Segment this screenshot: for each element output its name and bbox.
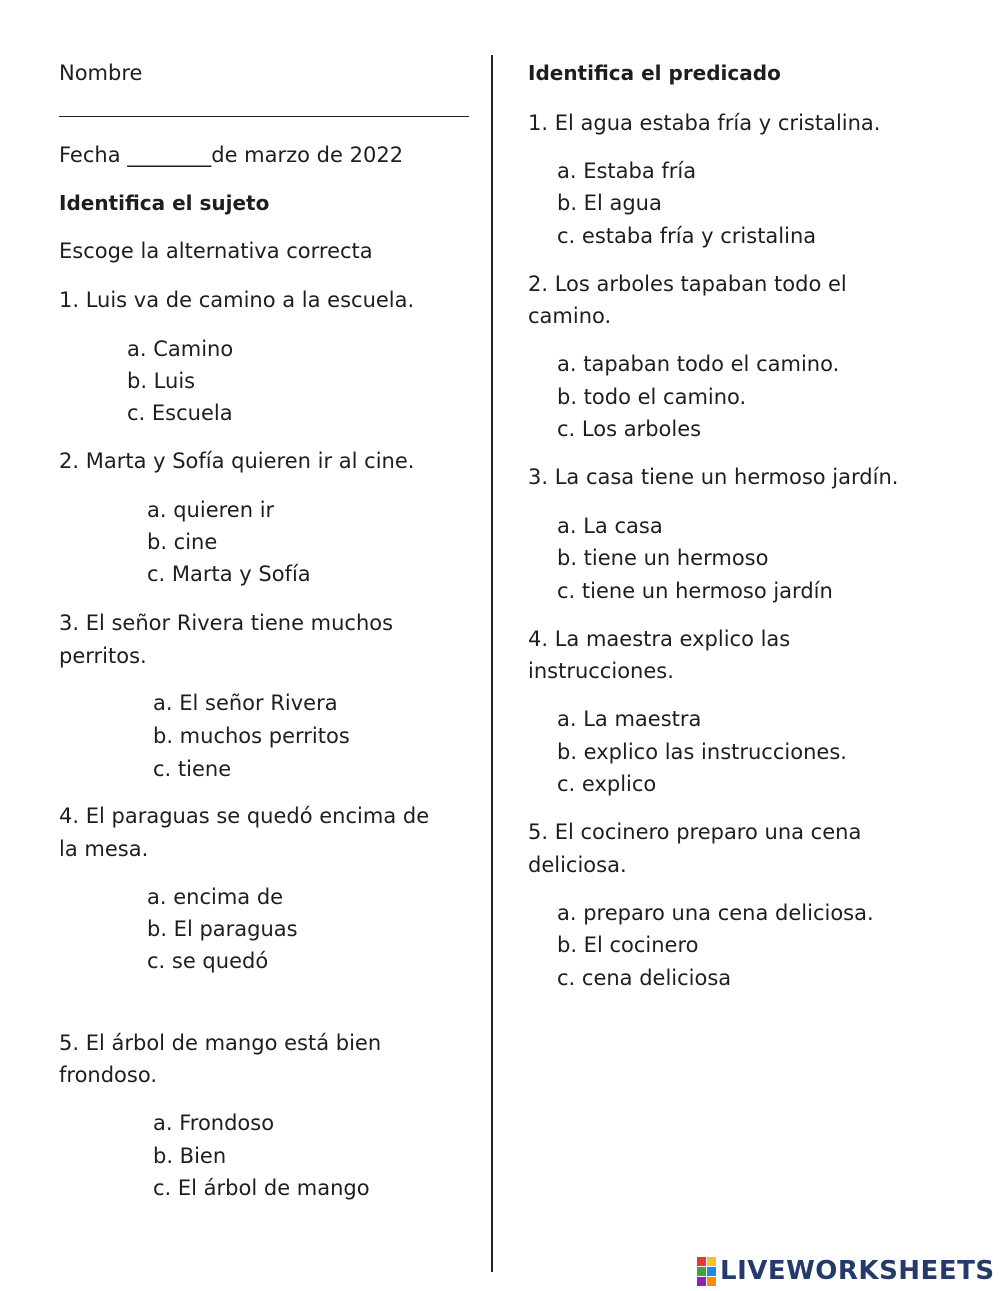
right-q4-option-b[interactable]: b. explico las instrucciones. [557,740,847,764]
left-q2-text: 2. Marta y Sofía quieren ir al cine. [59,449,415,473]
right-q5-text-line1: 5. El cocinero preparo una cena [528,820,862,844]
left-q5-text-line1: 5. El árbol de mango está bien [59,1031,382,1055]
logo-block [707,1277,716,1286]
instruction-text: Escoge la alternativa correcta [59,239,373,263]
predicate-heading: Identifica el predicado [528,61,781,85]
right-q5-option-b[interactable]: b. El cocinero [557,933,699,957]
date-suffix: de marzo de 2022 [211,143,404,167]
right-q4-option-a[interactable]: a. La maestra [557,707,702,731]
right-q4-option-c[interactable]: c. explico [557,772,657,796]
left-q4-option-a[interactable]: a. encima de [147,885,284,909]
logo-blocks-icon [697,1257,716,1286]
left-q3-option-b[interactable]: b. muchos perritos [153,724,350,748]
left-q1-option-c[interactable]: c. Escuela [127,401,233,425]
logo-text: LIVEWORKSHEETS [720,1256,995,1286]
right-q3-option-b[interactable]: b. tiene un hermoso [557,546,769,570]
right-q1-text: 1. El agua estaba fría y cristalina. [528,111,881,135]
left-q2-option-a[interactable]: a. quieren ir [147,498,275,522]
right-q2-text-line1: 2. Los arboles tapaban todo el [528,272,847,296]
logo-block [697,1277,706,1286]
right-q5-text-line2: deliciosa. [528,853,627,877]
logo-block [707,1257,716,1266]
left-q5-option-b[interactable]: b. Bien [153,1144,227,1168]
right-q3-text: 3. La casa tiene un hermoso jardín. [528,465,899,489]
logo-block [707,1267,716,1276]
left-q4-option-b[interactable]: b. El paraguas [147,917,298,941]
left-q4-text-line1: 4. El paraguas se quedó encima de [59,804,430,828]
right-q2-option-b[interactable]: b. todo el camino. [557,385,747,409]
left-q3-text-line1: 3. El señor Rivera tiene muchos [59,611,394,635]
left-q2-option-c[interactable]: c. Marta y Sofía [147,562,311,586]
right-q3-option-a[interactable]: a. La casa [557,514,663,538]
left-q5-text-line2: frondoso. [59,1063,157,1087]
column-divider [491,55,493,1272]
right-q4-text-line1: 4. La maestra explico las [528,627,791,651]
date-line [59,145,403,166]
right-q2-text-line2: camino. [528,304,612,328]
left-q5-option-c[interactable]: c. El árbol de mango [153,1176,370,1200]
liveworksheets-logo [697,1256,995,1286]
right-q5-option-a[interactable]: a. preparo una cena deliciosa. [557,901,874,925]
right-q4-text-line2: instrucciones. [528,659,674,683]
left-q3-text-line2: perritos. [59,644,147,668]
right-q3-option-c[interactable]: c. tiene un hermoso jardín [557,579,833,603]
logo-block [697,1267,706,1276]
right-q1-option-a[interactable]: a. Estaba fría [557,159,697,183]
right-q1-option-b[interactable]: b. El agua [557,191,662,215]
name-underline[interactable] [59,116,469,117]
right-q5-option-c[interactable]: c. cena deliciosa [557,966,732,990]
right-q2-option-c[interactable]: c. Los arboles [557,417,702,441]
right-q1-option-c[interactable]: c. estaba fría y cristalina [557,224,817,248]
left-q2-option-b[interactable]: b. cine [147,530,218,554]
left-q1-text: 1. Luis va de camino a la escuela. [59,288,415,312]
name-label: Nombre [59,61,143,85]
right-q2-option-a[interactable]: a. tapaban todo el camino. [557,352,840,376]
left-q4-text-line2: la mesa. [59,837,149,861]
subject-heading: Identifica el sujeto [59,191,270,215]
logo-block [697,1257,706,1266]
left-q5-option-a[interactable]: a. Frondoso [153,1111,275,1135]
left-q1-option-a[interactable]: a. Camino [127,337,234,361]
date-prefix: Fecha ________ [59,143,212,167]
left-q3-option-a[interactable]: a. El señor Rivera [153,691,338,715]
left-q1-option-b[interactable]: b. Luis [127,369,196,393]
left-q3-option-c[interactable]: c. tiene [153,757,232,781]
left-q4-option-c[interactable]: c. se quedó [147,949,269,973]
